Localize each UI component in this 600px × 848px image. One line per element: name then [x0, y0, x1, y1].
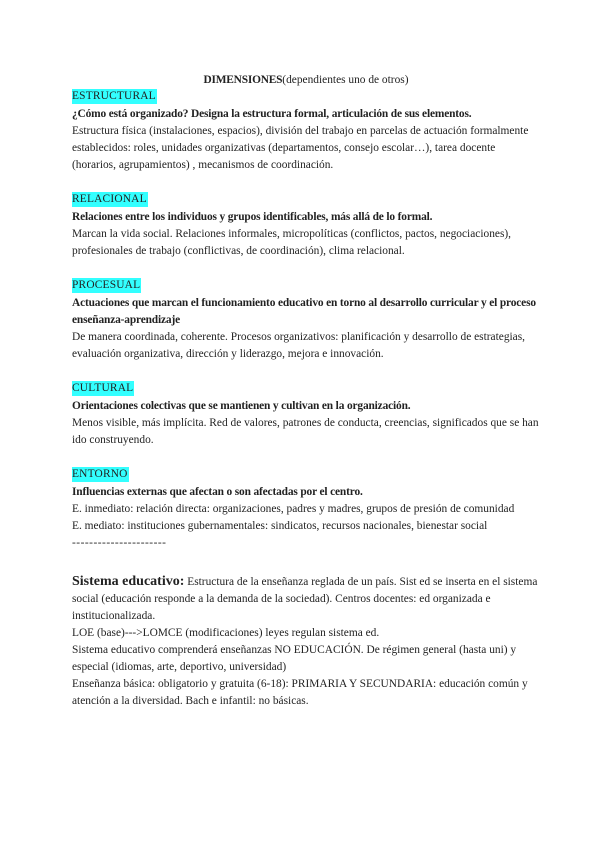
section-question: Influencias externas que afectan o son afectadas por el centro.	[72, 486, 363, 498]
divider-dashes: ----------------------	[72, 537, 167, 549]
section-text-inmediato: E. inmediato: relación directa: organizaciones, padres y madres, grupos de presión de comunidad	[72, 503, 515, 515]
section-cultural	[72, 380, 540, 449]
section-text: Menos visible, más implícita. Red de valores, patrones de conducta, creencias, significados que se han ido construyendo.	[72, 417, 539, 446]
section-heading: RELACIONAL	[72, 193, 147, 205]
document-title	[72, 72, 540, 88]
section-question: Relaciones entre los individuos y grupos identificables, más allá de lo formal.	[72, 211, 433, 223]
section-entorno	[72, 466, 540, 552]
section-sistema-educativo	[72, 573, 540, 710]
section-text: Estructura física (instalaciones, espacios), división del trabajo en parcelas de actuación formalmente establecidos: roles, unidades organizativas (departamentos, consejo escolar…), tarea docente (horarios, agrupamientos) , mecanismos de coordinación.	[72, 125, 529, 171]
section-relacional	[72, 191, 540, 260]
sistema-line-ensenanzas: Sistema educativo comprenderá enseñanzas NO EDUCACIÓN. De régimen general (hasta uni) y especial (idiomas, arte, deportivo, universidad)	[72, 644, 517, 673]
section-estructural	[72, 88, 540, 174]
section-procesual	[72, 277, 540, 363]
title-main: DIMENSIONES	[203, 74, 283, 86]
section-heading: ESTRUCTURAL	[72, 90, 156, 102]
sistema-intro-paragraph	[72, 573, 540, 625]
section-heading: PROCESUAL	[72, 279, 141, 291]
document-page	[72, 72, 540, 710]
sistema-line-loe: LOE (base)--->LOMCE (modificaciones) leyes regulan sistema ed.	[72, 627, 380, 639]
section-text: Marcan la vida social. Relaciones informales, micropolíticas (conflictos, pactos, negociaciones), profesionales de trabajo (conflictivas, de coordinación), clima relacional.	[72, 228, 512, 257]
section-heading: CULTURAL	[72, 382, 134, 394]
section-question: ¿Cómo está organizado? Designa la estructura formal, articulación de sus elementos.	[72, 108, 472, 120]
sistema-intro: Estructura de la enseñanza reglada de un país. Sist ed se inserta en el sistema social (educación responde a la demanda de la sociedad). Centros docentes: ed organizada e institucionalizada.	[72, 576, 538, 622]
sistema-title: Sistema educativo:	[72, 574, 185, 589]
section-question: Actuaciones que marcan el funcionamiento educativo en torno al desarrollo curricular y el proceso enseñanza-aprendizaje	[72, 297, 536, 326]
section-heading: ENTORNO	[72, 468, 128, 480]
section-text-mediato: E. mediato: instituciones gubernamentales: sindicatos, recursos nacionales, bienestar social	[72, 520, 488, 532]
section-text: De manera coordinada, coherente. Procesos organizativos: planificación y desarrollo de estrategias, evaluación organizativa, dirección y liderazgo, mejora e innovación.	[72, 331, 526, 360]
section-question: Orientaciones colectivas que se mantienen y cultivan en la organización.	[72, 400, 411, 412]
sistema-line-basica: Enseñanza básica: obligatorio y gratuita (6-18): PRIMARIA Y SECUNDARIA: educación común y atención a la diversidad. Bach e infantil: no básicas.	[72, 678, 528, 707]
title-sub: (dependientes uno de otros)	[282, 74, 409, 86]
